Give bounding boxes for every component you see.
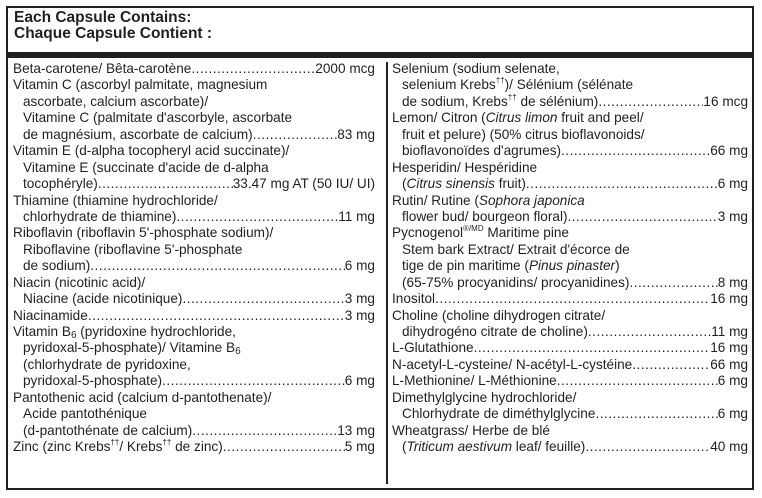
ingredient-lemon: Lemon/ Citron (Citrus limon fruit and peel/ fruit et pelure) (50% citrus bioflavonoids/ bioflavonoïdes d'agrumes) ..... 66 mg (392, 110, 748, 159)
amount: 33.47 mg AT (50 IU/ UI) (232, 176, 375, 192)
ingredient-vitamin-c: Vitamin C (ascorbyl palmitate, magnesium ascorbate, calcium ascorbate)/ Vitamine C (palmitate d'ascorbyle, ascorbate de magnésium, ascorbate de calcium) ..... 83 mg (13, 77, 375, 143)
ingredient-n-acetyl-cysteine: N-acetyl-L-cysteine/ N-acétyl-L-cystéine ..... 66 mg (392, 357, 748, 373)
header-english: Each Capsule Contains: (14, 9, 192, 26)
header-french: Chaque Capsule Contient : (14, 25, 213, 42)
amount: 3 mg (344, 291, 375, 307)
ingredient-inositol: Inositol ..... 16 mg (392, 291, 748, 307)
amount: 13 mg (337, 422, 375, 438)
ingredient-pycnogenol: Pycnogenol$^{®/MD}$ Maritime pine Stem bark Extract/ Extrait d'écorce de tige de pin maritime (Pinus pinaster) (65-75% procyanidins/ procyanidines) ..... 8 mg (392, 225, 748, 291)
amount: 16 mg (710, 291, 748, 307)
ingredient-beta-carotene: Beta-carotene/ Bêta-carotène ..... 2000 mcg (13, 61, 375, 77)
ingredient-pantothenic-acid: Pantothenic acid (calcium d-pantothenate)/ Acide pantothénique (d-pantothénate de calcium) ..... 13 mg (13, 390, 375, 439)
ingredient-thiamine: Thiamine (thiamine hydrochloride/ chlorhydrate de thiamine) ..... 11 mg (13, 193, 375, 226)
amount: 40 mg (710, 439, 748, 455)
ingredient-choline: Choline (choline dihydrogen citrate/ dihydrogéno citrate de choline) ..... 11 mg (392, 308, 748, 341)
header-rule (8, 52, 752, 58)
ingredient-zinc: Zinc (zinc Krebs††/ Krebs†† de zinc) ..... 5 mg (13, 439, 375, 455)
amount: 16 mcg (703, 93, 748, 109)
ingredient-niacinamide: Niacinamide ..... 3 mg (13, 308, 375, 324)
amount: 8 mg (717, 274, 748, 290)
panel-header (14, 10, 212, 42)
ingredient-methionine: L-Methionine/ L-Méthionine ..... 6 mg (392, 373, 748, 389)
amount: 83 mg (337, 126, 375, 142)
ingredient-hesperidin: Hesperidin/ Hespéridine (Citrus sinensis fruit) ..... 6 mg (392, 160, 748, 193)
ingredient-wheatgrass: Wheatgrass/ Herbe de blé (Triticum aestivum leaf/ feuille) ..... 40 mg (392, 423, 748, 456)
amount: 3 mg (717, 208, 748, 224)
amount: 5 mg (344, 439, 375, 455)
ingredient-rutin: Rutin/ Rutine (Sophora japonica flower bud/ bourgeon floral) ..... 3 mg (392, 193, 748, 226)
amount: 66 mg (710, 356, 748, 372)
amount: 6 mg (344, 258, 375, 274)
amount: 6 mg (344, 373, 375, 389)
ingredient-glutathione: L-Glutathione ..... 16 mg (392, 340, 748, 356)
ingredient-dimethylglycine: Dimethylglycine hydrochloride/ Chlorhydrate de diméthylglycine ..... 6 mg (392, 390, 748, 423)
amount: 2000 mcg (315, 61, 375, 76)
ingredients-right-column (392, 61, 748, 456)
column-divider (386, 62, 388, 484)
ingredient-riboflavin: Riboflavin (riboflavin 5'-phosphate sodium)/ Riboflavine (riboflavine 5'-phosphate de sodium) ..... 6 mg (13, 225, 375, 274)
ingredient-vitamin-b6: Vitamin $B_6$ (pyridoxine hydrochloride, pyridoxal-5-phosphate)/ Vitamine $B_6$ (chlorhydrate de pyridoxine, pyridoxal-5-phosphate) ..... 6 mg (13, 324, 375, 390)
ingredient-vitamin-e: Vitamin E (d-alpha tocopheryl acid succinate)/ Vitamine E (succinate d'acide de d-alpha tocophéryle) ..... 33.47 mg AT (50 IU/ UI) (13, 143, 375, 192)
ingredients-left-column (13, 61, 375, 456)
supplement-facts-panel (6, 6, 754, 490)
amount: 66 mg (710, 143, 748, 159)
amount: 6 mg (717, 406, 748, 422)
amount: 6 mg (717, 373, 748, 389)
amount: 16 mg (710, 340, 748, 356)
amount: 11 mg (711, 324, 748, 339)
amount: 3 mg (344, 307, 375, 323)
ingredient-selenium: Selenium (sodium selenate, selenium Krebs††)/ Sélénium (sélénate de sodium, Krebs†† de sélénium) ..... 16 mcg (392, 61, 748, 110)
amount: 6 mg (717, 176, 748, 192)
ingredient-niacin: Niacin (nicotinic acid)/ Niacine (acide nicotinique) ..... 3 mg (13, 275, 375, 308)
amount: 11 mg (338, 208, 375, 224)
